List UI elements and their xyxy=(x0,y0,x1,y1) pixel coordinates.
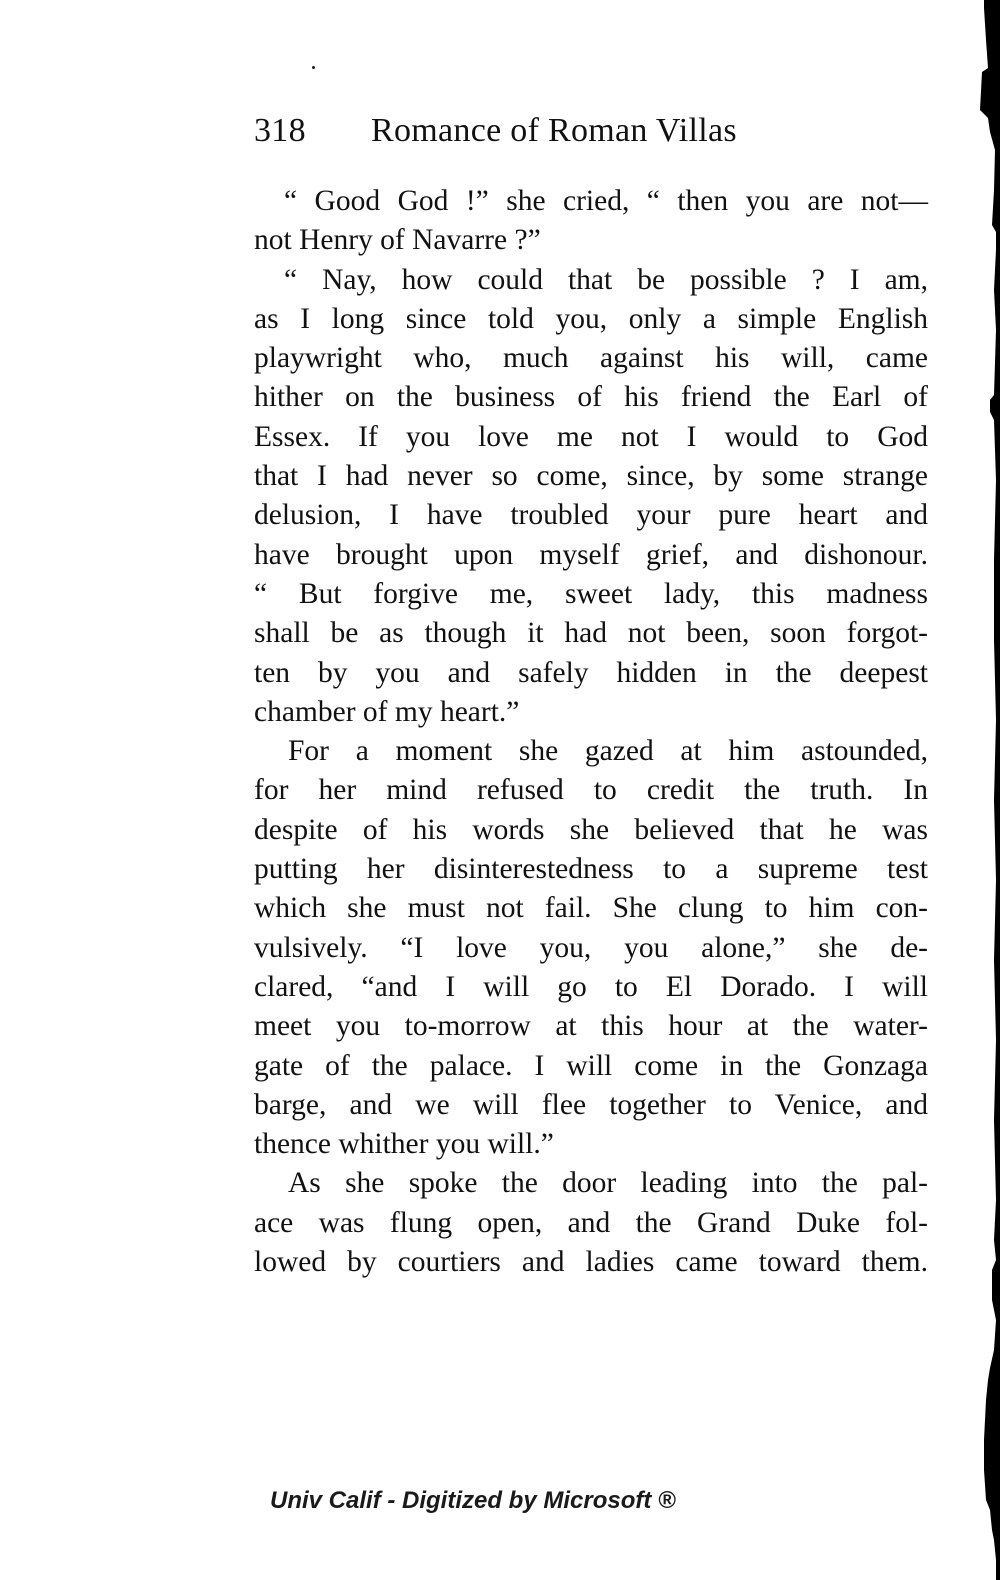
page-number: 318 xyxy=(254,112,306,149)
text-line: putting her disinterestedness to a supreme test xyxy=(254,853,928,886)
digitization-watermark: Univ Calif - Digitized by Microsoft ® xyxy=(270,1487,676,1514)
text-line: ten by you and safely hidden in the deepest xyxy=(254,656,928,689)
text-line: despite of his words she believed that he was xyxy=(254,813,928,846)
text-line: “ Nay, how could that be possible ? I am, xyxy=(284,263,928,296)
text-line: As she spoke the door leading into the pal- xyxy=(288,1167,928,1200)
text-line: shall be as though it had not been, soon forgot- xyxy=(254,617,928,650)
text-line: vulsively. “I love you, you alone,” she de- xyxy=(254,931,928,964)
text-line: playwright who, much against his will, came xyxy=(254,342,928,375)
running-title: Romance of Roman Villas xyxy=(371,112,737,149)
text-line: barge, and we will flee together to Venice, and xyxy=(254,1088,928,1121)
text-line: thence whither you will.” xyxy=(254,1128,554,1161)
scan-edge-shadow xyxy=(910,0,1000,1580)
text-line: For a moment she gazed at him astounded, xyxy=(288,735,928,768)
text-line: which she must not fail. She clung to him con- xyxy=(254,892,928,925)
text-line: chamber of my heart.” xyxy=(254,695,520,728)
text-line: as I long since told you, only a simple English xyxy=(254,302,928,335)
text-line: meet you to-morrow at this hour at the water- xyxy=(254,1010,928,1043)
text-line: delusion, I have troubled your pure heart and xyxy=(254,499,928,532)
text-line: not Henry of Navarre ?” xyxy=(254,224,541,257)
text-line: have brought upon myself grief, and dishonour. xyxy=(254,538,928,571)
text-line: “ But forgive me, sweet lady, this madness xyxy=(254,577,928,610)
text-line: ace was flung open, and the Grand Duke fol- xyxy=(254,1206,928,1239)
body-text xyxy=(254,182,928,1282)
text-line: lowed by courtiers and ladies came toward them. xyxy=(254,1246,928,1279)
running-header xyxy=(254,112,854,162)
text-line: that I had never so come, since, by some strange xyxy=(254,460,928,493)
text-line: hither on the business of his friend the Earl of xyxy=(254,381,928,414)
text-line: for her mind refused to credit the truth. In xyxy=(254,774,928,807)
text-line: clared, “and I will go to El Dorado. I will xyxy=(254,970,928,1003)
text-line: “ Good God !” she cried, “ then you are not— xyxy=(284,185,928,217)
text-line: gate of the palace. I will come in the Gonzaga xyxy=(254,1049,928,1082)
scan-speck xyxy=(312,66,315,69)
text-line: Essex. If you love me not I would to God xyxy=(254,420,928,453)
